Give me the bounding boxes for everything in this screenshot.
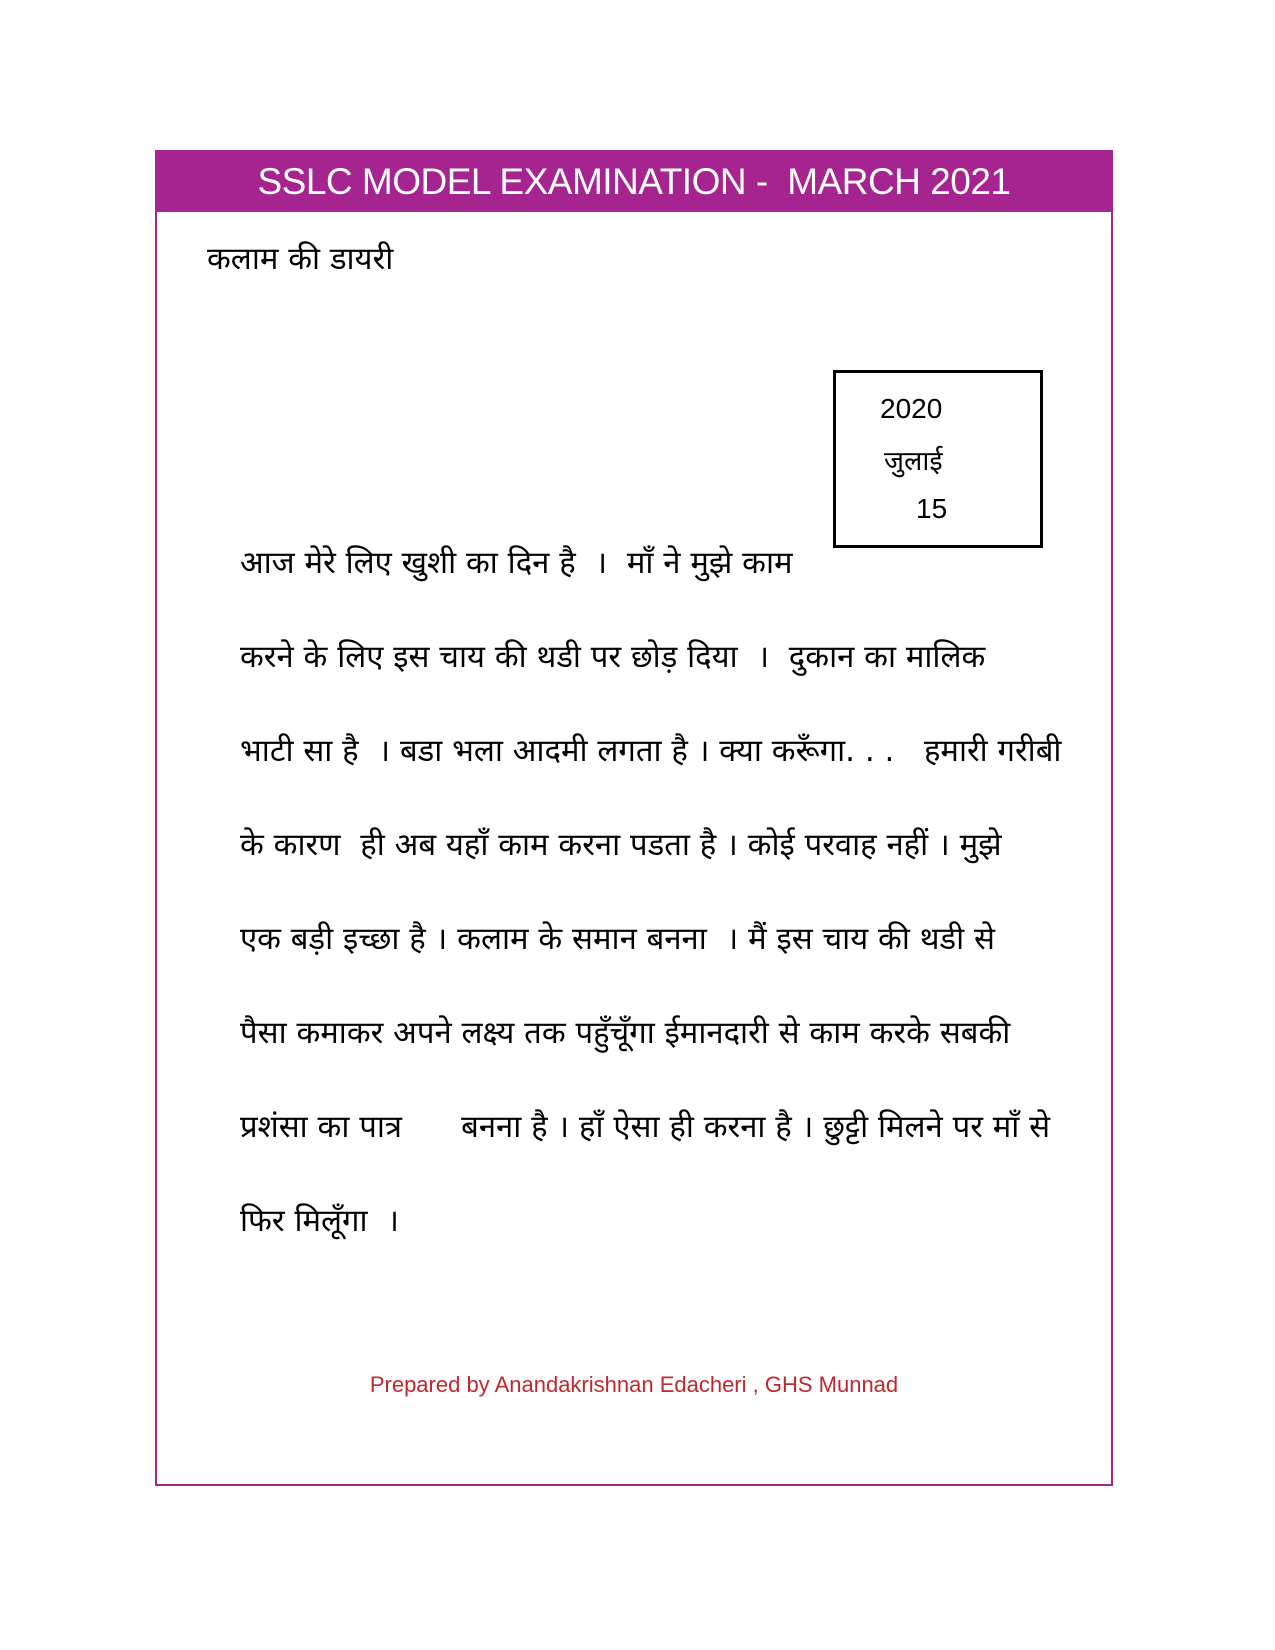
banner-title: SSLC MODEL EXAMINATION - MARCH 2021 xyxy=(257,161,1011,202)
diary-line: आज मेरे लिए खुशी का दिन है । माँ ने मुझे काम xyxy=(240,545,793,581)
exam-page-frame xyxy=(155,150,1113,1486)
diary-body xyxy=(240,542,1100,1294)
date-month: जुलाई xyxy=(884,446,943,477)
diary-title: कलाम की डायरी xyxy=(207,241,394,277)
diary-line: करने के लिए इस चाय की थडी पर छोड़ दिया । दुकान का मालिक xyxy=(240,639,986,675)
diary-line: प्रशंसा का पात्र बनना है । हाँ ऐसा ही करना है । छुट्टी मिलने पर माँ से xyxy=(240,1109,1051,1145)
diary-date-box xyxy=(833,370,1043,548)
diary-line: एक बड़ी इच्छा है । कलाम के समान बनना । मैं इस चाय की थडी से xyxy=(240,921,995,957)
diary-line: पैसा कमाकर अपने लक्ष्य तक पहुँचूँगा ईमानदारी से काम करके सबकी xyxy=(240,1015,1011,1051)
diary-line: फिर मिलूँगा । xyxy=(240,1203,399,1239)
diary-line: के कारण ही अब यहाँ काम करना पडता है । कोई परवाह नहीं । मुझे xyxy=(240,827,1002,863)
date-day: 15 xyxy=(916,493,948,524)
exam-banner xyxy=(157,152,1111,212)
footer-credit: Prepared by Anandakrishnan Edacheri , GHS Munnad xyxy=(369,1372,899,1397)
diary-line: भाटी सा है । बडा भला आदमी लगता है । क्या करूँगा. . . हमारी गरीबी xyxy=(240,733,1062,769)
date-year: 2020 xyxy=(880,393,943,424)
